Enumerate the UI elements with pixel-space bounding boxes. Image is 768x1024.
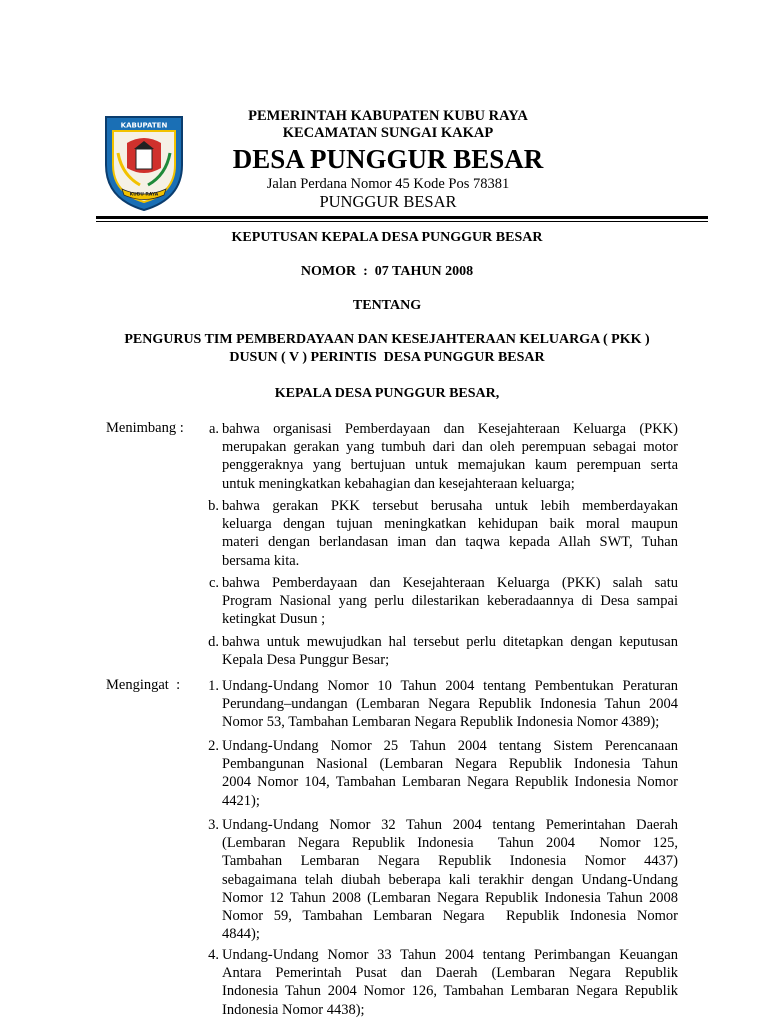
mengingat-item-4 [208,946,678,1019]
item-line: ketingkat Dusun ; [222,611,326,628]
item-marker: 3. [208,817,219,833]
item-line: bahwa gerakan PKK tersebut berusaha untuk lebih memberdayakan [222,498,678,514]
item-line: (Lembaran Negara Republik Indonesia Tahun 2004 Nomor 125, [222,835,678,852]
district-line: KECAMATAN SUNGAI KAKAP [282,125,494,141]
item-line: Perundang–undangan (Lembaran Negara Republik Indonesia Tahun 2004 [222,696,678,713]
menimbang-item-b [208,497,678,570]
place-line: PUNGGUR BESAR [319,192,457,211]
item-line: Nomor 53, Tambahan Lembaran Negara Republik Indonesia Nomor 4389); [222,714,660,731]
item-line: Tambahan Lembaran Negara Republik Indonesia Nomor 4437) [222,853,678,870]
item-marker: 4. [208,947,219,963]
item-line: Undang-Undang Nomor 10 Tahun 2004 tentang Pembentukan Peraturan [222,678,678,694]
item-line: Pembangunan Nasional (Lembaran Negara Republik Indonesia Tahun [222,756,678,773]
mengingat-label: Mengingat : [106,677,181,693]
item-marker: d. [208,634,219,650]
mengingat-item-1 [208,677,678,732]
item-line: Program Nasional yang perlu dilestarikan keberadaannya di Desa sampai [222,593,678,610]
item-line: Undang-Undang Nomor 32 Tahun 2004 tentang Pemerintahan Daerah [222,817,678,833]
menimbang-item-c [208,574,678,629]
item-line: Nomor 59, Tambahan Lembaran Negara Republik Indonesia Nomor [222,908,678,925]
menimbang-item-a [208,420,678,493]
item-marker: 2. [208,738,219,754]
item-line: Undang-Undang Nomor 25 Tahun 2004 tentang Sistem Perencanaan [222,738,678,754]
menimbang-label: Menimbang : [106,420,184,436]
item-line: Indonesia Nomor 4438); [222,1001,365,1018]
item-line: Indonesia Tahun 2004 Nomor 126, Tambahan Lembaran Negara Republik [222,983,678,1000]
village-name: DESA PUNGGUR BESAR [232,144,544,174]
item-line: Antara Pemerintah Pusat dan Daerah (Lembaran Negara Republik [222,965,678,982]
menimbang-item-d [208,633,678,669]
decision-title: KEPUTUSAN KEPALA DESA PUNGGUR BESAR [231,230,543,245]
mengingat-item-3 [208,816,678,943]
svg-text:KUBU RAYA: KUBU RAYA [129,192,159,198]
item-line: penggeraknya yang bertujuan untuk memajukan kaum perempuan serta [222,457,678,474]
item-line: keluarga dengan tujuan meningkatkan kehidupan baik moral maupun [222,516,678,533]
item-line: bahwa Pemberdayaan dan Kesejahteraan Keluarga (PKK) salah satu [222,575,678,591]
address-line: Jalan Perdana Nomor 45 Kode Pos 78381 [266,176,510,192]
item-line: materi dengan berlandasan iman dan taqwa kepada Allah SWT, Tuhan [222,534,678,551]
item-line: sebagaimana telah diubah beberapa kali terakhir dengan Undang-Undang [222,871,678,888]
letterhead-rule-thick [96,216,708,219]
item-line: bahwa untuk mewujudkan hal tersebut perlu ditetapkan dengan keputusan [222,634,678,650]
item-line: untuk meningkatkan kebahagian dan kesejahteraan keluarga; [222,475,575,492]
decision-number: NOMOR : 07 TAHUN 2008 [300,264,474,279]
item-line: bahwa organisasi Pemberdayaan dan Kesejahteraan Keluarga (PKK) [222,421,678,437]
item-marker: 1. [208,678,219,694]
official-heading: KEPALA DESA PUNGGUR BESAR, [274,386,500,401]
item-marker: b. [208,498,219,514]
item-line: Kepala Desa Punggur Besar; [222,652,390,669]
about-heading: TENTANG [352,298,422,313]
letterhead-rule-thin [96,221,708,222]
item-line: 2004 Nomor 104, Tambahan Lembaran Negara Republik Indonesia Nomor [222,774,678,791]
item-marker: c. [208,575,219,591]
gov-line: PEMERINTAH KABUPATEN KUBU RAYA [248,108,528,124]
subject-line-2: DUSUN ( V ) PERINTIS DESA PUNGGUR BESAR [229,350,545,365]
item-line: 4421); [222,792,260,809]
village-logo [100,113,188,213]
item-line: Undang-Undang Nomor 33 Tahun 2004 tentang Perimbangan Keuangan [222,947,678,963]
item-line: merupakan gerakan yang tumbuh dari dan oleh perempuan sebagai motor [222,439,678,456]
item-marker: a. [208,421,219,437]
subject-line-1: PENGURUS TIM PEMBERDAYAAN DAN KESEJAHTERAAN KELUARGA ( PKK ) [124,332,650,347]
item-line: bersama kita. [222,552,300,569]
svg-text:KABUPATEN: KABUPATEN [120,121,168,130]
mengingat-item-2 [208,737,678,810]
item-line: 4844); [222,926,260,943]
item-line: Nomor 12 Tahun 2008 (Lembaran Negara Republik Indonesia Tahun 2008 [222,889,678,906]
